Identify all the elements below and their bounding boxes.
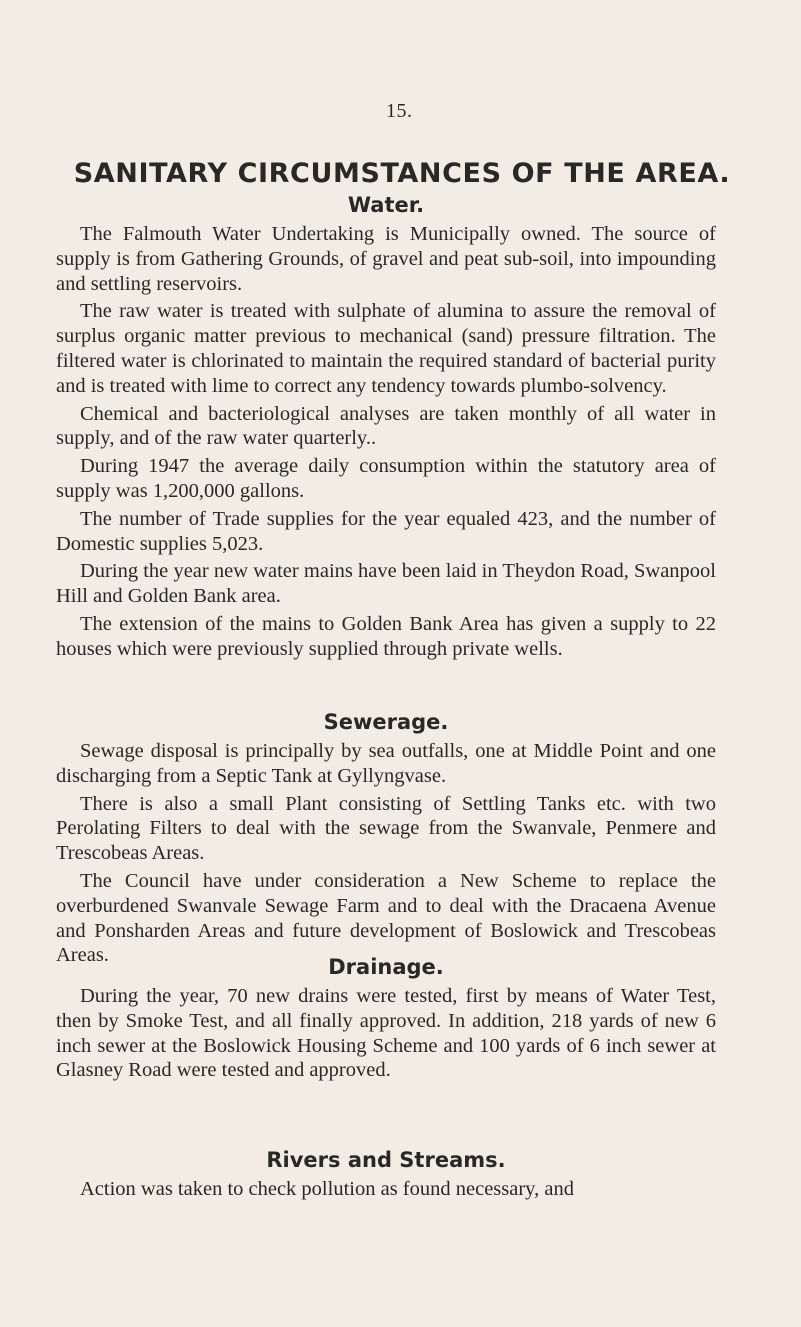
paragraph: The number of Trade supplies for the year equaled 423, and the number of Domestic supplies 5,023. [56, 507, 716, 555]
section-heading-sewerage: Sewerage. [323, 710, 449, 734]
section-heading-water: Water. [347, 193, 425, 217]
section-sewerage [56, 707, 716, 971]
paragraph: Chemical and bacteriological analyses are taken monthly of all water in supply, and of the raw water quarterly.. [56, 402, 716, 450]
page-title: SANITARY CIRCUMSTANCES OF THE AREA. [73, 158, 731, 189]
paragraph: Sewage disposal is principally by sea outfalls, one at Middle Point and one discharging from a Septic Tank at Gyllyngvase. [56, 740, 716, 787]
paragraph: The Falmouth Water Undertaking is Municipally owned. The source of supply is from Gathering Grounds, of gravel and peat sub-soil, into impounding and settling reservoirs. [56, 223, 716, 295]
paragraph: There is also a small Plant consisting of Settling Tanks etc. with two Perolating Filters to deal with the sewage from the Swanvale, Penmere and Trescobeas Areas. [56, 792, 716, 865]
paragraph: The raw water is treated with sulphate of alumina to assure the removal of surplus organic matter previous to mechanical (sand) pressure filtration. The filtered water is chlorinated to maintain the required standard of bacterial purity and is treated with lime to correct any tendency towards plumbo-solvency. [56, 300, 716, 397]
section-drainage [56, 952, 716, 1086]
paragraph: The Council have under consideration a New Scheme to replace the overburdened Swanvale Sewage Farm and to deal with the Dracaena Avenue and Ponsharden Areas and future development of Boslowick and Trescobeas Areas. [56, 869, 716, 967]
paragraph: Action was taken to check pollution as found necessary, and [80, 1178, 574, 1200]
section-rivers-and-streams [56, 1145, 716, 1205]
section-heading-rivers: Rivers and Streams. [266, 1148, 506, 1172]
page-number: 15. [386, 100, 413, 122]
section-water [56, 190, 716, 665]
paragraph: During the year, 70 new drains were tested, first by means of Water Test, then by Smoke Test, and all finally approved. In addition, 218 yards of new 6 inch sewer at the Boslowick Housing Scheme and 100 yards of 6 inch sewer at Glasney Road were tested and approved. [56, 985, 716, 1082]
section-heading-drainage: Drainage. [328, 955, 444, 979]
paragraph: During the year new water mains have been laid in Theydon Road, Swanpool Hill and Golden Bank area. [56, 560, 716, 608]
paragraph: During 1947 the average daily consumption within the statutory area of supply was 1,200,000 gallons. [56, 455, 716, 502]
paragraph: The extension of the mains to Golden Bank Area has given a supply to 22 houses which were previously supplied through private wells. [56, 612, 716, 660]
